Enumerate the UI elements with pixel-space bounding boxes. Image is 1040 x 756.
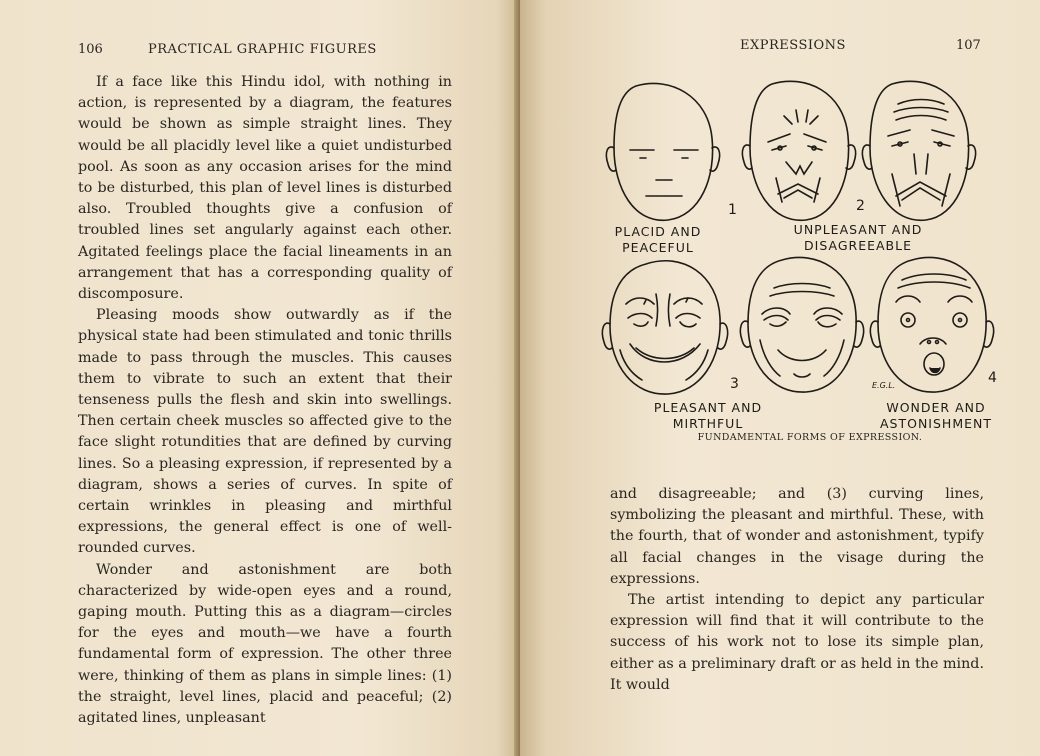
figure-number-3: 3 xyxy=(730,376,740,392)
figure-number-4: 4 xyxy=(988,370,998,386)
label-wonder-line2: ASTONISHMENT xyxy=(880,416,992,431)
expressions-figure xyxy=(600,78,1020,438)
expressions-figure-svg xyxy=(600,78,1020,438)
left-body-text xyxy=(78,72,452,729)
left-page xyxy=(0,0,518,756)
figure-number-1: 1 xyxy=(728,202,738,218)
right-paragraph-1: and disagreeable; and (3) curving lines, symbolizing the pleasant and mirthful. These, with the fourth, that of wonder and astonishment, typify all facial changes in the visage during the expressions. xyxy=(610,486,984,587)
face-disagreeable xyxy=(862,81,975,220)
label-placid-line1: PLACID AND xyxy=(614,224,702,239)
figure-caption: FUNDAMENTAL FORMS OF EXPRESSION. xyxy=(697,432,923,443)
right-running-head: EXPRESSIONS xyxy=(740,38,846,53)
right-paragraph-2: The artist intending to depict any particular expression will find that it will contribute to the success of his work not to lose its simple plan, either as a preliminary draft or as held in the mind. It would xyxy=(610,592,984,693)
left-running-head: PRACTICAL GRAPHIC FIGURES xyxy=(148,42,377,57)
right-body-text xyxy=(610,484,984,696)
left-page-number: 106 xyxy=(78,42,103,57)
face-unpleasant xyxy=(742,81,855,220)
face-mirthful xyxy=(740,257,863,392)
face-pleasant xyxy=(602,261,727,394)
label-pleasant-line2: MIRTHFUL xyxy=(672,416,744,431)
label-placid-line2: PEACEFUL xyxy=(622,240,694,255)
left-paragraph-2: Pleasing moods show outwardly as if the physical state had been stimulated and tonic thrills made to pass through the muscles. This causes them to vibrate to such an extent that their tenseness pulls the flesh and skin into swellings. Then certain cheek muscles so affected give to the face slight rotundities that are defined by curving lines. So a pleasing expression, if represented by a diagram, shows a series of curves. In spite of certain wrinkles in pleasing and mirthful expressions, the general effect is one of well-rounded curves. xyxy=(78,307,452,557)
left-paragraph-1: If a face like this Hindu idol, with nothing in action, is represented by a diagram, the features would be shown as simple straight lines. They would be all placidly level like a quiet undisturbed pool. As soon as any occasion arises for the mind to be disturbed, this plan of level lines is disturbed also. Troubled thoughts give a confusion of troubled lines set angularly against each other. Agitated feelings place the facial lineaments in an arrangement that has a corresponding quality of discomposure. xyxy=(78,74,452,303)
right-page xyxy=(520,0,1040,756)
artist-signature: E.G.L. xyxy=(872,381,896,390)
label-unpleasant-line1: UNPLEASANT AND xyxy=(793,222,923,237)
label-pleasant-line1: PLEASANT AND xyxy=(653,400,763,415)
right-page-number: 107 xyxy=(956,38,981,53)
face-placid xyxy=(606,83,719,220)
face-wonder xyxy=(870,257,993,392)
label-unpleasant-line2: DISAGREEABLE xyxy=(804,238,912,253)
label-wonder-line1: WONDER AND xyxy=(886,400,986,415)
figure-number-2: 2 xyxy=(856,198,866,214)
left-paragraph-3: Wonder and astonishment are both characterized by wide-open eyes and a round, gaping mouth. Putting this as a diagram—circles for the eyes and mouth—we have a fourth fundamental form of expression. The other three were, thinking of them as plans in simple lines: (1) the straight, level lines, placid and peaceful; (2) agitated lines, unpleasant xyxy=(78,561,452,727)
